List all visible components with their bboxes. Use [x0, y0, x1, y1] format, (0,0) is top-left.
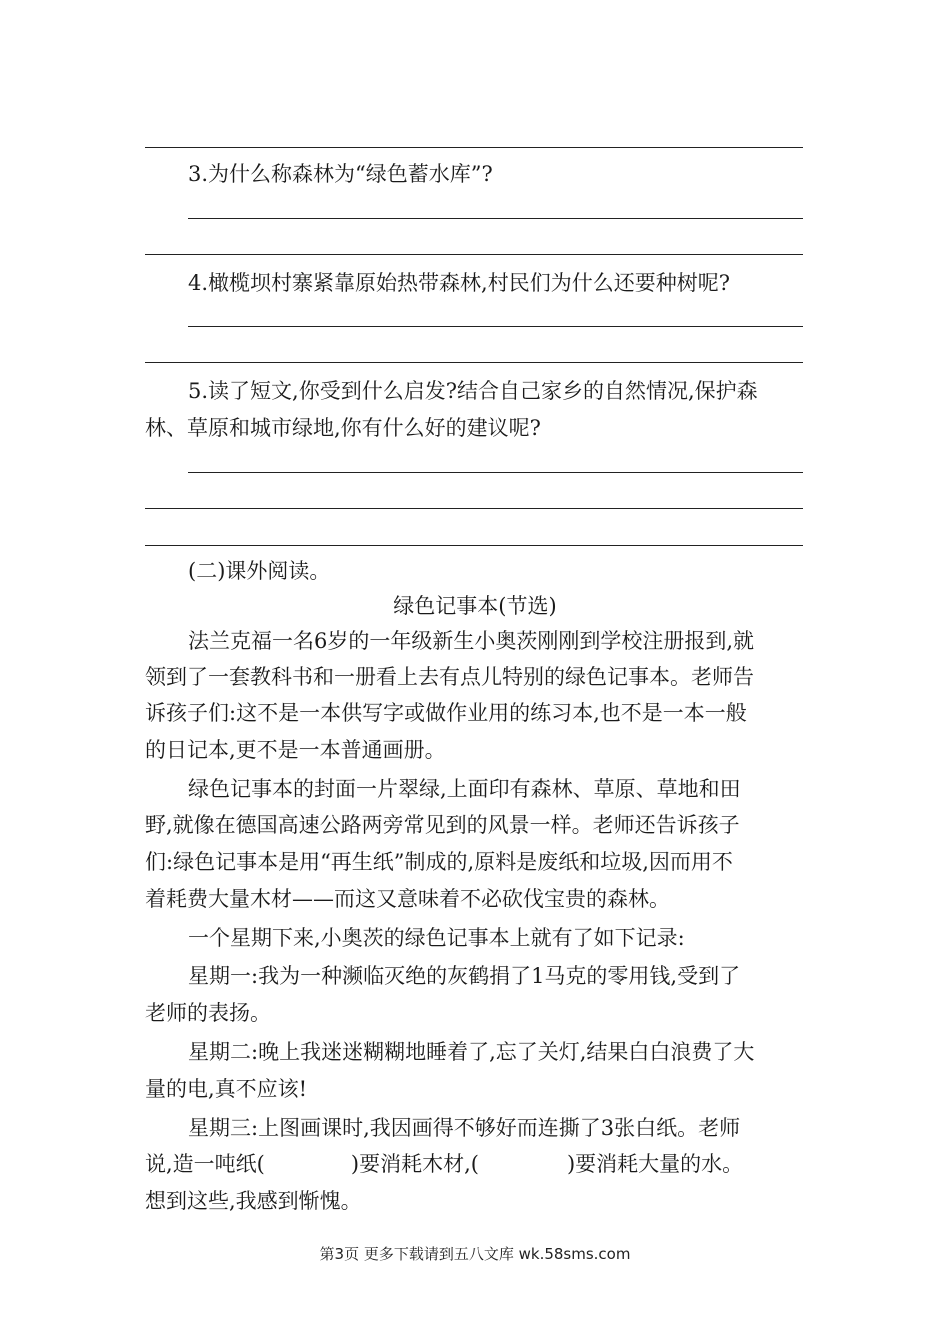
text-segment: )要消耗木材,(: [350, 1152, 479, 1176]
question-3: 3.为什么称森林为“绿色蓄水库”?: [188, 162, 493, 186]
passage-line: 一个星期下来,小奥茨的绿色记事本上就有了如下记录:: [188, 926, 685, 950]
passage-line: 想到这些,我感到惭愧。: [145, 1189, 362, 1213]
question-5-line-2: 林、草原和城市绿地,你有什么好的建议呢?: [145, 416, 541, 440]
answer-line: [145, 362, 803, 363]
passage-line: 星期三:上图画课时,我因画得不够好而连撕了3张白纸。老师: [188, 1116, 741, 1140]
passage-line: 星期一:我为一种濒临灭绝的灰鹤捐了1马克的零用钱,受到了: [188, 964, 741, 988]
answer-line: [188, 218, 803, 219]
answer-line: [188, 326, 803, 327]
passage-line: 老师的表扬。: [145, 1001, 271, 1025]
passage-line: 着耗费大量木材——而这又意味着不必砍伐宝贵的森林。: [145, 887, 670, 911]
passage-line: 们:绿色记事本是用“再生纸”制成的,原料是废纸和垃圾,因而用不: [145, 850, 733, 874]
passage-line: 诉孩子们:这不是一本供写字或做作业用的练习本,也不是一本一般: [145, 701, 747, 725]
answer-line: [188, 472, 803, 473]
question-5-line-1: 5.读了短文,你受到什么启发?结合自己家乡的自然情况,保护森: [188, 379, 758, 403]
passage-title: 绿色记事本(节选): [393, 594, 557, 618]
passage-line: 量的电,真不应该!: [145, 1077, 308, 1101]
answer-line: [145, 254, 803, 255]
passage-line: 领到了一套教科书和一册看上去有点儿特别的绿色记事本。老师告: [145, 665, 754, 689]
passage-line: 的日记本,更不是一本普通画册。: [145, 738, 446, 762]
passage-line: 星期二:晚上我迷迷糊糊地睡着了,忘了关灯,结果白白浪费了大: [188, 1040, 755, 1064]
passage-line: 绿色记事本的封面一片翠绿,上面印有森林、草原、草地和田: [188, 777, 741, 801]
page-footer: 第3页 更多下载请到五八文库 wk.58sms.com: [319, 1245, 631, 1263]
passage-line: 野,就像在德国高速公路两旁常见到的风景一样。老师还告诉孩子: [145, 813, 740, 837]
question-4: 4.橄榄坝村寨紧靠原始热带森林,村民们为什么还要种树呢?: [188, 271, 730, 295]
passage-line: 法兰克福一名6岁的一年级新生小奥茨刚刚到学校注册报到,就: [188, 629, 755, 653]
answer-line: [145, 508, 803, 509]
answer-line: [145, 545, 803, 546]
text-segment: 说,造一吨纸(: [145, 1152, 265, 1176]
answer-line: [145, 147, 803, 148]
passage-line-with-blanks: [145, 1146, 805, 1182]
section-heading: (二)课外阅读。: [188, 559, 331, 583]
text-segment: )要消耗大量的水。: [566, 1152, 744, 1176]
